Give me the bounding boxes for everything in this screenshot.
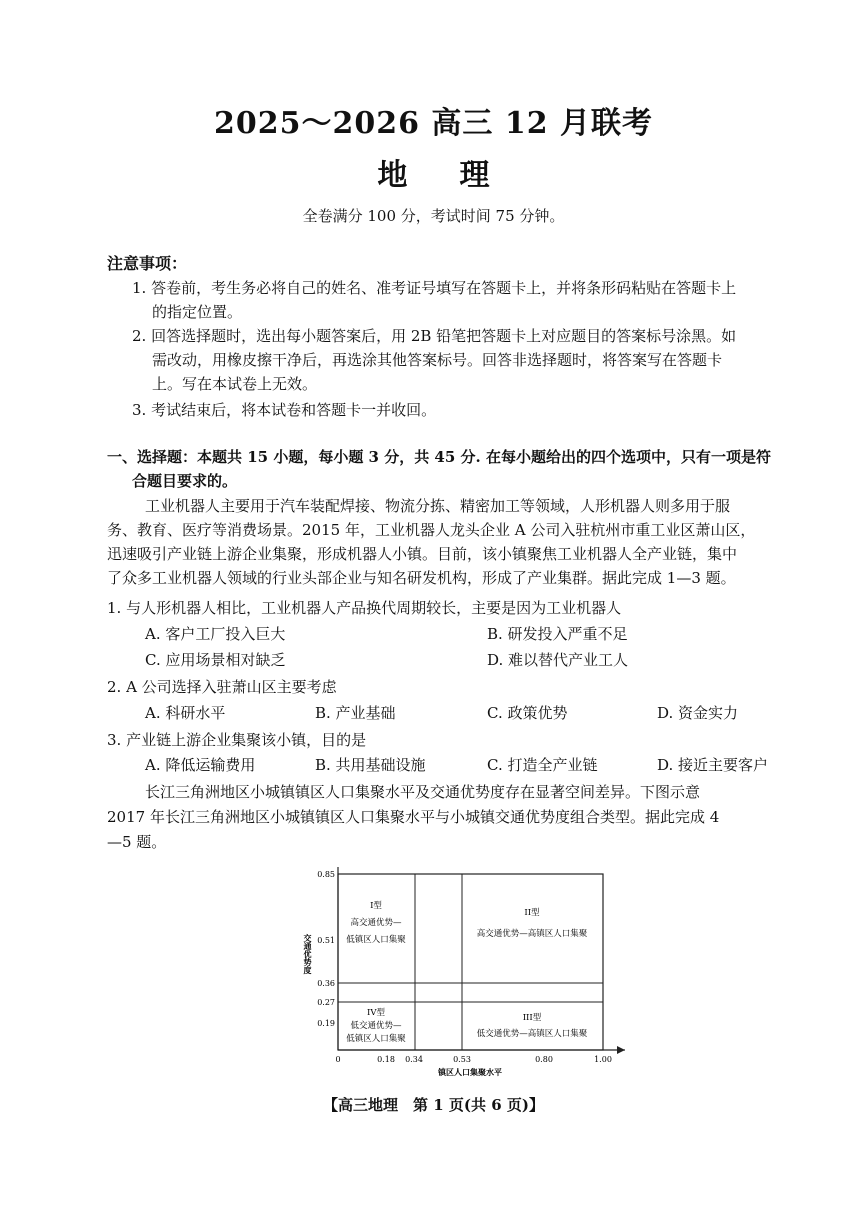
q1-option-c: C. 应用场景相对缺乏 [145, 651, 286, 669]
passage-line: 工业机器人主要用于汽车装配焊接、物流分拣、精密加工等领域，人形机器人则多用于服 [145, 497, 731, 515]
q3-option-c: C. 打造全产业链 [487, 756, 598, 774]
page-footer: 【高三地理 第 1 页(共 6 页)】 [323, 1096, 544, 1114]
section-heading-cont: 合题目要求的。 [132, 472, 238, 490]
x-tick-label: 1.00 [594, 1055, 612, 1064]
y-tick-label: 0.27 [317, 998, 335, 1007]
subject-char-1: 地 [377, 158, 408, 193]
region-iv-desc: 低交通优势— [350, 1021, 402, 1031]
region-iii-desc: 低交通优势—高镇区人口集聚 [476, 1029, 588, 1039]
notice-line: 2. 回答选择题时，选出每小题答案后，用 2B 铅笔把答题卡上对应题目的答案标号涂黑。如 [132, 327, 737, 345]
y-tick-label: 0.51 [317, 936, 335, 945]
x-axis-arrow [617, 1046, 625, 1054]
q3-option-d: D. 接近主要客户 [657, 756, 769, 774]
region-i-label: I型 [370, 901, 382, 911]
section-heading: 一、选择题：本题共 15 小题，每小题 3 分，共 45 分. 在每小题给出的四个选项中，只有一项是符 [107, 448, 771, 466]
q3-option-a: A. 降低运输费用 [145, 756, 256, 774]
x-tick-label: 0 [335, 1055, 341, 1064]
question-3-stem: 3. 产业链上游企业集聚该小镇，目的是 [107, 731, 367, 749]
passage-line: 了众多工业机器人领域的行业头部企业与知名研发机构，形成了产业集群。据此完成 1—3 题。 [107, 569, 736, 587]
q1-option-b: B. 研发投入严重不足 [487, 625, 628, 643]
q1-option-a: A. 客户工厂投入巨大 [145, 625, 286, 643]
notice-line: 的指定位置。 [152, 303, 243, 321]
region-i-desc: 低镇区人口集聚 [346, 935, 406, 945]
passage-line: —5 题。 [107, 833, 167, 851]
q2-option-d: D. 资金实力 [657, 704, 739, 722]
q2-option-a: A. 科研水平 [145, 704, 226, 722]
q2-option-b: B. 产业基础 [315, 704, 396, 722]
x-tick-label: 0.53 [453, 1055, 471, 1064]
x-axis-label: 镇区人口集聚水平 [438, 1067, 502, 1077]
notice-line: 3. 考试结束后，将本试卷和答题卡一并收回。 [132, 401, 437, 419]
q3-option-b: B. 共用基础设施 [315, 756, 426, 774]
passage-line: 2017 年长江三角洲地区小城镇镇区人口集聚水平与小城镇交通优势度组合类型。据此完成 4 [107, 808, 720, 826]
exam-title: 2025～2026 高三 12 月联考 [213, 106, 654, 141]
passage-line: 长江三角洲地区小城镇镇区人口集聚水平及交通优势度存在显著空间差异。下图示意 [145, 783, 701, 801]
q1-option-d: D. 难以替代产业工人 [487, 651, 629, 669]
notice-heading: 注意事项： [107, 254, 188, 273]
region-i-desc: 高交通优势— [350, 918, 402, 928]
passage-line: 迅速吸引产业链上游企业集聚，形成机器人小镇。目前，该小镇聚焦工业机器人全产业链，集中 [107, 545, 738, 563]
question-2-stem: 2. A 公司选择入驻萧山区主要考虑 [107, 678, 337, 696]
notice-line: 上。写在本试卷上无效。 [152, 375, 318, 393]
subject-char-2: 理 [459, 158, 490, 193]
question-1-stem: 1. 与人形机器人相比，工业机器人产品换代周期较长，主要是因为工业机器人 [107, 599, 622, 617]
region-iv-desc: 低镇区人口集聚 [346, 1034, 406, 1044]
exam-meta: 全卷满分 100 分，考试时间 75 分钟。 [302, 207, 565, 225]
y-tick-label: 0.85 [317, 870, 335, 879]
x-tick-label: 0.80 [535, 1055, 553, 1064]
y-tick-label: 0.19 [317, 1019, 335, 1028]
region-ii-label: II型 [524, 908, 540, 918]
y-tick-label: 0.36 [317, 979, 335, 988]
x-tick-label: 0.18 [377, 1055, 395, 1064]
notice-line: 1. 答卷前，考生务必将自己的姓名、准考证号填写在答题卡上，并将条形码粘贴在答题卡上 [132, 279, 737, 297]
passage-line: 务、教育、医疗等消费场景。2015 年，工业机器人龙头企业 A 公司入驻杭州市重工业区萧山区， [107, 521, 756, 539]
region-iii-label: III型 [522, 1013, 542, 1023]
notice-line: 需改动，用橡皮擦干净后，再选涂其他答案标号。回答非选择题时，将答案写在答题卡 [152, 351, 723, 369]
region-iv-label: IV型 [367, 1008, 385, 1018]
x-tick-label: 0.34 [405, 1055, 423, 1064]
quadrant-chart [300, 862, 630, 1084]
y-axis-label: 交通优势度 [303, 934, 313, 974]
q2-option-c: C. 政策优势 [487, 704, 568, 722]
region-ii-desc: 高交通优势—高镇区人口集聚 [476, 929, 588, 939]
subject-title [0, 150, 867, 194]
